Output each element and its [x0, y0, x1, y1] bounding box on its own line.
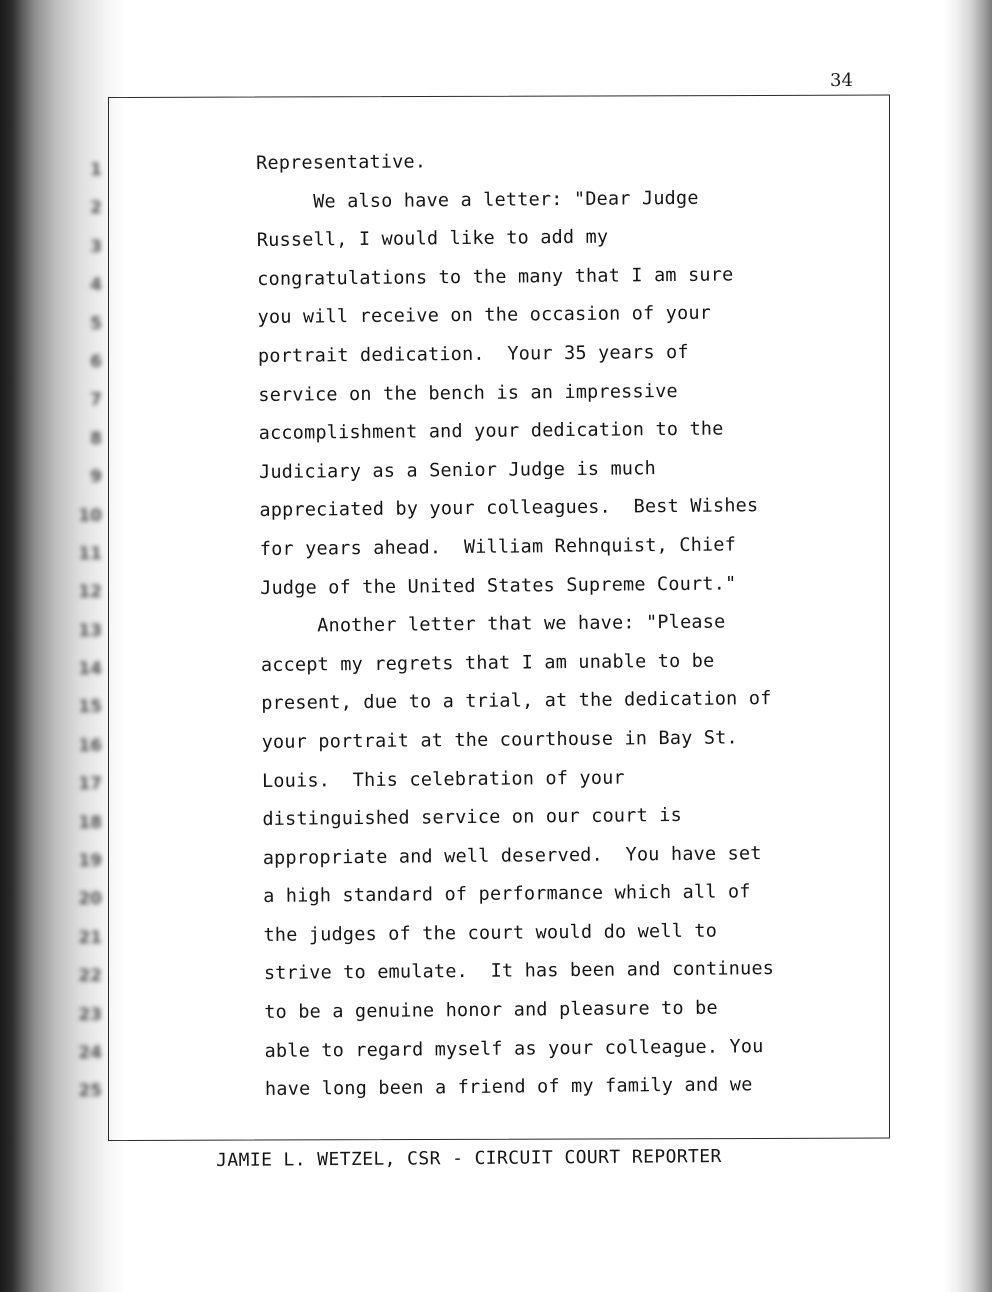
line-number: 13: [78, 620, 102, 641]
transcript-line: Representative.: [256, 151, 427, 174]
transcript-line: the judges of the court would do well to: [263, 920, 718, 946]
reporter-footer: JAMIE L. WETZEL, CSR - CIRCUIT COURT REPORTER: [216, 1146, 722, 1171]
transcript-line: congratulations to the many that I am sure: [257, 264, 734, 290]
transcript-line: Another letter that we have: "Please: [260, 611, 726, 638]
transcript-line: for years ahead. William Rehnquist, Chief: [259, 534, 737, 560]
line-number: 1: [90, 160, 102, 180]
line-number: 18: [78, 812, 102, 833]
line-number: 10: [78, 505, 102, 526]
line-number: 24: [78, 1042, 102, 1063]
transcript-line: distinguished service on our court is: [262, 805, 683, 831]
page-number: 34: [830, 70, 853, 91]
transcript-line: strive to emulate. It has been and continues: [263, 958, 775, 985]
line-number: 9: [90, 467, 102, 488]
transcript-line: appreciated by your colleagues. Best Wishes: [259, 495, 759, 522]
line-number: 14: [78, 659, 102, 680]
line-number: 5: [90, 313, 102, 334]
line-number: 3: [90, 236, 102, 257]
transcript-line: We also have a letter: "Dear Judge: [256, 187, 699, 213]
line-number: 21: [78, 927, 102, 948]
transcript-line: your portrait at the courthouse in Bay St.: [261, 727, 738, 753]
transcript-line: present, due to a trial, at the dedication of: [261, 688, 772, 715]
line-number: 2: [90, 198, 102, 219]
transcript-line: Louis. This celebration of your: [261, 766, 625, 792]
transcript-line: Russell, I would like to add my: [256, 226, 609, 252]
line-number: 22: [78, 966, 102, 987]
line-number: 16: [78, 735, 102, 756]
transcript-body: [256, 146, 905, 1117]
transcript-line: able to regard myself as your colleague. You: [264, 1035, 764, 1062]
line-number: 7: [90, 390, 102, 411]
line-number: 23: [78, 1004, 102, 1025]
transcript-line: to be a genuine honor and pleasure to be: [264, 997, 718, 1024]
line-number: 25: [78, 1081, 102, 1102]
line-number: 6: [90, 351, 102, 372]
line-number: 20: [78, 889, 102, 910]
line-number: 11: [78, 543, 102, 564]
transcript-line: accept my regrets that I am unable to be: [260, 650, 715, 676]
transcript-line: Judiciary as a Senior Judge is much: [258, 457, 656, 483]
line-number: 19: [78, 851, 102, 872]
transcript-line: portrait dedication. Your 35 years of: [257, 341, 689, 367]
page-edge-shadow: [944, 0, 992, 1292]
transcript-line: Judge of the United States Supreme Court.": [260, 572, 737, 599]
transcript-line: you will receive on the occasion of your: [257, 303, 712, 329]
line-number: 15: [78, 697, 102, 718]
transcript-line: appropriate and well deserved. You have set: [262, 842, 762, 869]
line-number: 17: [78, 774, 102, 795]
line-number: 8: [90, 428, 102, 449]
line-number-column: [52, 160, 102, 1120]
transcript-line: a high standard of performance which all of: [263, 881, 751, 908]
line-number: 4: [90, 275, 102, 296]
transcript-line: accomplishment and your dedication to the: [258, 418, 724, 445]
transcript-line: have long been a friend of my family and we: [264, 1074, 753, 1101]
transcript-line: service on the bench is an impressive: [258, 380, 678, 406]
line-number: 12: [78, 582, 102, 603]
